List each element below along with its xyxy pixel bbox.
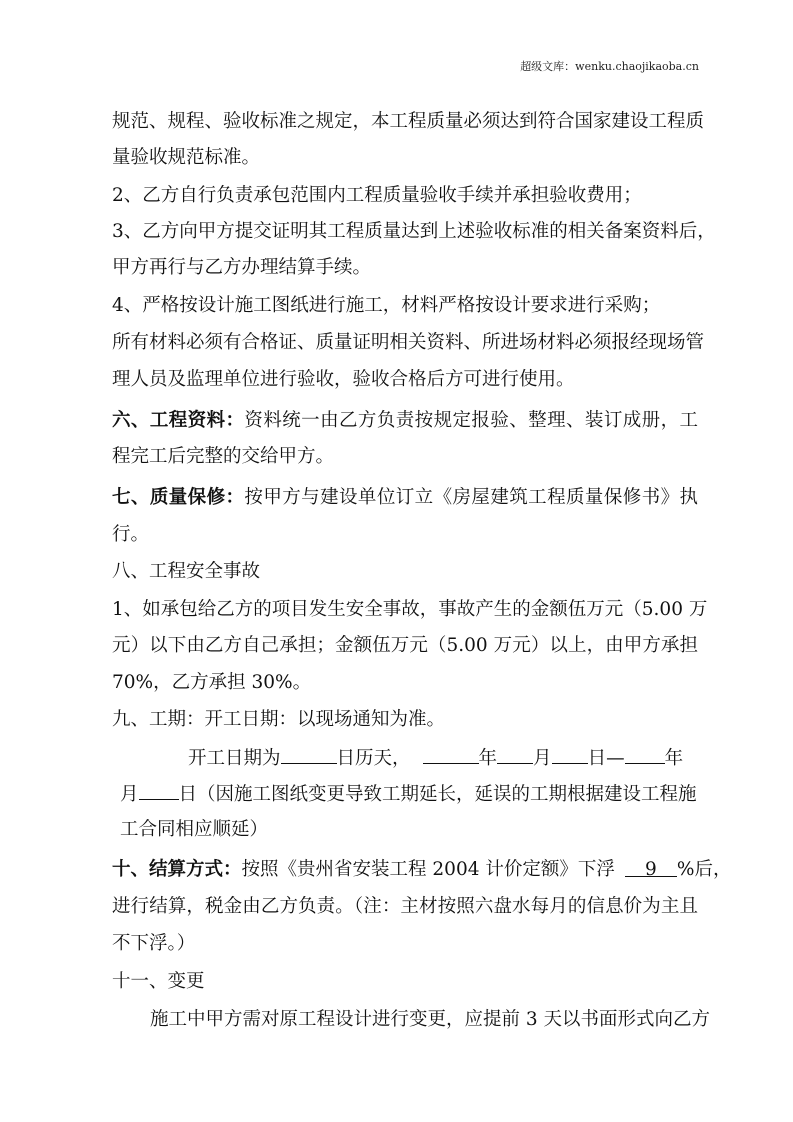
section-seven-line [112, 486, 698, 510]
text: 资料统一由乙方负责按规定报验、整理、装订成册，工 [244, 410, 698, 431]
schedule-line [120, 781, 698, 807]
paragraph-line: 程完工后完整的交给甲方。 [112, 446, 335, 467]
section-heading: 十一、变更 [112, 971, 205, 992]
paragraph-line: 工合同相应顺延） [120, 819, 269, 840]
text: 按甲方与建设单位订立《房屋建筑工程质量保修书》执 [244, 487, 698, 508]
paragraph-line: 2、乙方自行负责承包范围内工程质量验收手续并承担验收费用； [112, 185, 642, 206]
paragraph-line: 施工中甲方需对原工程设计进行变更，应提前 3 天以书面形式向乙方 [150, 1009, 711, 1030]
text: 日— [587, 748, 625, 769]
paragraph-line: 理人员及监理单位进行验收，验收合格后方可进行使用。 [112, 369, 575, 390]
text: %后， [676, 859, 732, 880]
section-heading: 七、质量保修： [112, 487, 245, 508]
blank-field[interactable] [552, 745, 588, 764]
text: 年 [478, 748, 498, 769]
text: 按照《贵州省安装工程 2004 计价定额》下浮 [241, 859, 615, 880]
paragraph-line: 甲方再行与乙方办理结算手续。 [112, 257, 372, 278]
text: 年 [664, 748, 684, 769]
text: 日历天， [336, 748, 411, 769]
section-heading: 六、工程资料： [112, 410, 245, 431]
paragraph-line: 1、如承包给乙方的项目发生安全事故，事故产生的金额伍万元（5.00 万 [112, 599, 708, 620]
text: 月 [533, 748, 552, 769]
text: 日（因施工图纸变更导致工期延长，延误的工期根据建设工程施 [178, 784, 697, 805]
paragraph-line: 元）以下由乙方自己承担；金额伍万元（5.00 万元）以上，由甲方承担 [112, 635, 698, 656]
text: 开工日期为 [188, 748, 281, 769]
blank-field[interactable] [281, 745, 337, 764]
section-heading: 十、结算方式： [112, 859, 242, 880]
blank-field[interactable] [139, 781, 179, 800]
site-header: 超级文库：wenku.chaojikaoba.cn [520, 60, 699, 73]
blank-field[interactable] [423, 745, 479, 764]
section-heading: 八、工程安全事故 [112, 561, 261, 582]
discount-value[interactable]: 9 [625, 858, 677, 877]
paragraph-line: 3、乙方向甲方提交证明其工程质量达到上述验收标准的相关备案资料后， [112, 221, 716, 242]
paragraph-line: 九、工期：开工日期：以现场通知为准。 [112, 709, 446, 730]
paragraph-line: 行。 [112, 524, 150, 545]
blank-field[interactable] [497, 745, 533, 764]
schedule-line [188, 745, 698, 771]
paragraph-line: 70%，乙方承担 30%。 [112, 672, 312, 693]
paragraph-line: 4、严格按设计施工图纸进行施工，材料严格按设计要求进行采购； [112, 295, 661, 316]
paragraph-line: 进行结算，税金由乙方负责。（注：主材按照六盘水每月的信息价为主且 [112, 896, 698, 917]
paragraph-line: 规范、规程、验收标准之规定，本工程质量必须达到符合国家建设工程质 [112, 111, 705, 132]
section-six-line [112, 409, 698, 433]
blank-field[interactable] [625, 745, 665, 764]
paragraph-line: 量验收规范标准。 [112, 147, 261, 168]
section-ten-line [112, 858, 732, 882]
paragraph-line: 不下浮。） [112, 933, 196, 954]
paragraph-line: 所有材料必须有合格证、质量证明相关资料、所进场材料必须报经现场管 [112, 332, 705, 353]
text: 月 [120, 784, 139, 805]
